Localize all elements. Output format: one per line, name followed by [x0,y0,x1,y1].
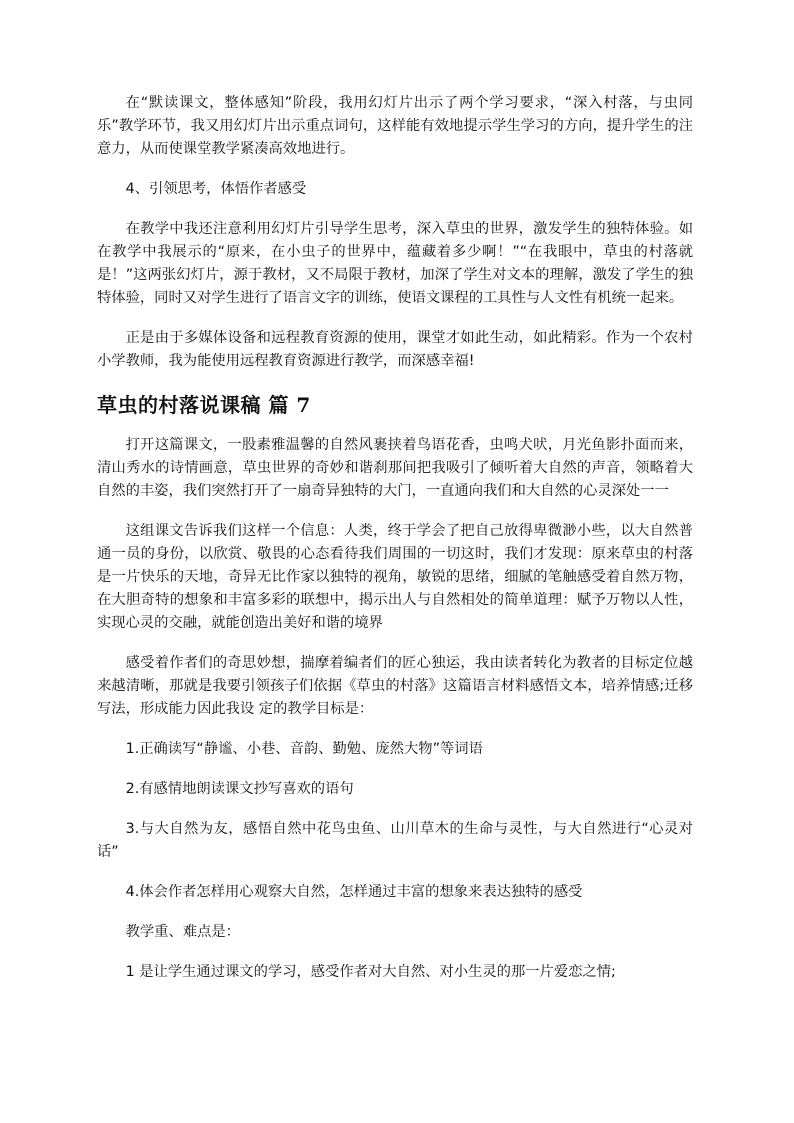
key-points-heading: 教学重、难点是： [125,924,240,940]
document-page [97,92,693,1001]
goal-item-1: 1.正确读写“静谧、小巷、音韵、勤勉、庞然大物”等词语 [125,741,483,757]
paragraph-silent-reading: 在“默读课文，整体感知”阶段，我用幻灯片出示了两个学习要求，“深入村落，与虫同乐”教学环节，我又用幻灯片出示重点词句，这样能有效地提示学生学习的方向，提升学生的注意力，从而使课堂教学紧凑高效地进行。 [97,95,693,157]
goal-item-4: 4.体会作者怎样用心观察大自然，怎样通过丰富的想象来表达独特的感受 [125,884,583,900]
section-title: 草虫的村落说课稿 篇 7 [97,393,311,417]
key-point-item-1: 1 是让学生通过课文的学习，感受作者对大自然、对小生灵的那一片爱恋之情; [125,964,616,980]
paragraph-subheading-guide-thinking: 4、引领思考，体悟作者感受 [125,181,307,197]
paragraph-goals-intro: 感受着作者们的奇思妙想，揣摩着编者们的匠心独运，我由读者转化为教者的目标定位越来越清晰，那就是我要引领孩子们依据《草虫的村落》这篇语言材料感悟文本，培养情感;迁移写法，形成能力因此我设 定的教学目标是： [97,655,693,717]
paragraph-message: 这组课文告诉我们这样一个信息：人类，终于学会了把自己放得卑微渺小些，以大自然普通一员的身份，以欣赏、敬畏的心态看待我们周围的一切这时，我们才发现：原来草虫的村落是一片快乐的天地，奇异无比作家以独特的视角，敏锐的思绪，细腻的笔触感受着自然万物，在大胆奇特的想象和丰富多彩的联想中，揭示出人与自然相处的简单道理：赋予万物以人性，实现心灵的交融，就能创造出美好和谐的境界 [97,523,693,631]
paragraph-slides-guidance: 在教学中我还注意利用幻灯片引导学生思考，深入草虫的世界，激发学生的独特体验。如在教学中我展示的“原来，在小虫子的世界中，蕴藏着多少啊！”“在我眼中，草虫的村落就是！”这两张幻灯片，源于教材，又不局限于教材，加深了学生对文本的理解，激发了学生的独特体验，同时又对学生进行了语言文字的训练，使语文课程的工具性与人文性有机统一起来。 [97,221,693,306]
paragraph-intro: 打开这篇课文，一股素雅温馨的自然风裹挟着鸟语花香，虫鸣犬吠，月光鱼影扑面而来，清山秀水的诗情画意，草虫世界的奇妙和谐刹那间把我吸引了倾听着大自然的声音，领略着大自然的丰姿，我们突然打开了一扇奇异独特的大门，一直通向我们和大自然的心灵深处一一 [97,437,693,499]
paragraph-conclusion: 正是由于多媒体设备和远程教育资源的使用，课堂才如此生动，如此精彩。作为一个农村小学教师，我为能使用远程教育资源进行教学，而深感幸福! [97,330,693,369]
goal-item-2: 2.有感情地朗读课文抄写喜欢的语句 [125,781,354,797]
goal-item-3: 3.与大自然为友，感悟自然中花鸟虫鱼、山川草木的生命与灵性，与大自然进行“心灵对话” [97,821,693,860]
